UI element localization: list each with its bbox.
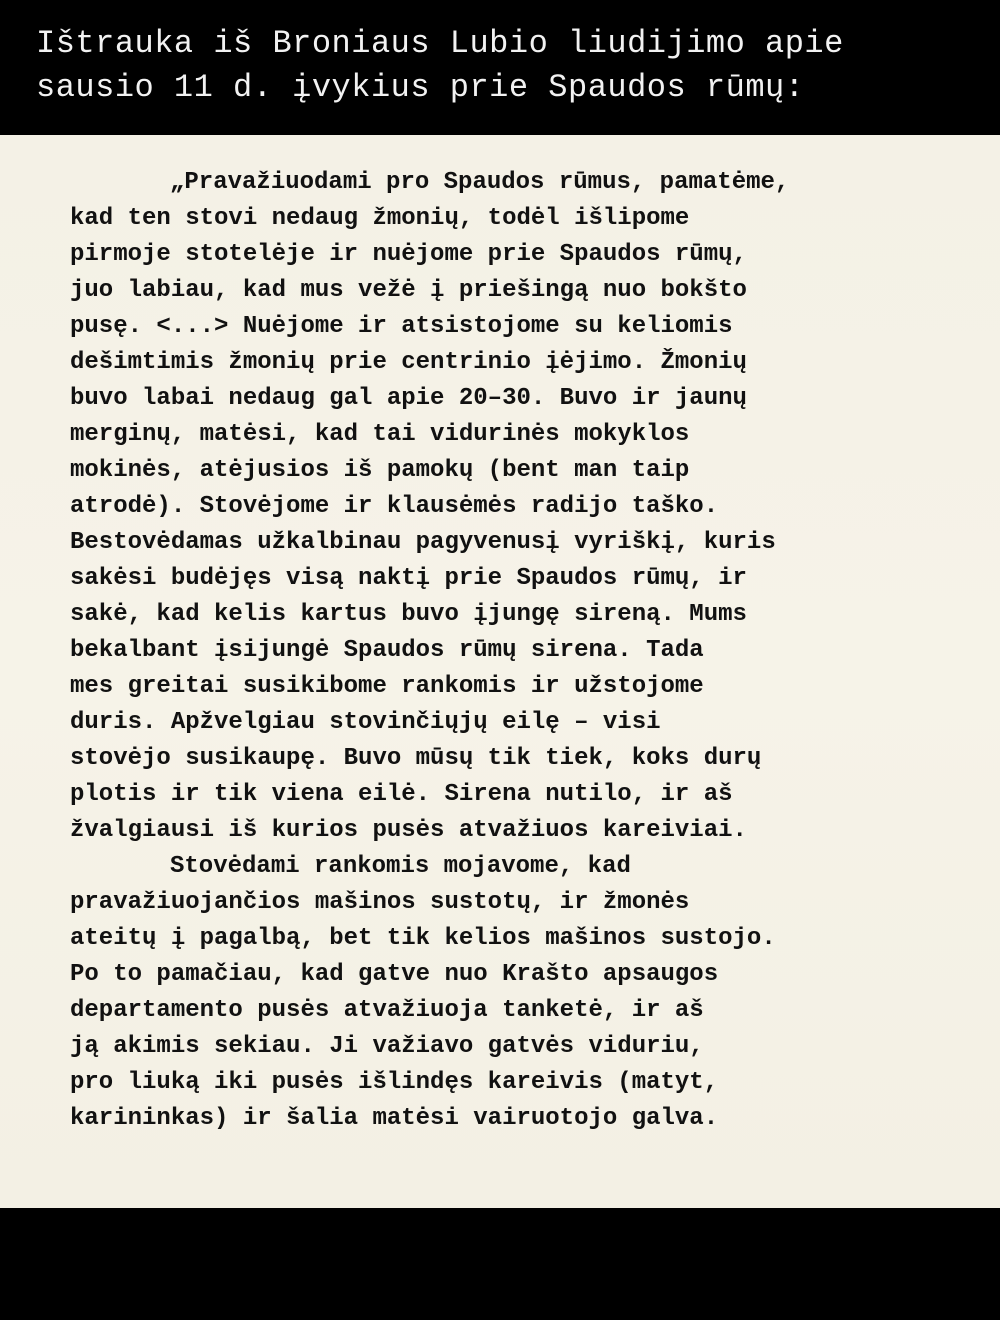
testimony-page [0, 135, 1000, 1208]
testimony-line-12: sakėsi budėjęs visą naktį prie Spaudos rūmų, ir [70, 565, 747, 592]
testimony-line-3: pirmoje stotelėje ir nuėjome prie Spaudos rūmų, [70, 241, 747, 268]
testimony-line-21: pravažiuojančios mašinos sustotų, ir žmonės [70, 889, 690, 916]
title-line-2: sausio 11 d. įvykius prie Spaudos rūmų: [36, 69, 805, 106]
testimony-line-4: juo labiau, kad mus vežė į priešingą nuo bokšto [70, 277, 747, 304]
testimony-line-2: kad ten stovi nedaug žmonių, todėl išlipome [70, 205, 690, 232]
testimony-line-10: atrodė). Stovėjome ir klausėmės radijo taško. [70, 493, 719, 520]
testimony-line-1: „Pravažiuodami pro Spaudos rūmus, pamatėme, [170, 169, 790, 196]
title-banner [0, 0, 1000, 135]
testimony-line-7: buvo labai nedaug gal apie 20–30. Buvo ir jaunų [70, 385, 747, 412]
testimony-line-6: dešimtimis žmonių prie centrinio įėjimo. Žmonių [70, 349, 747, 376]
title-line-1: Ištrauka iš Broniaus Lubio liudijimo apie [36, 25, 844, 62]
footer-bar [0, 1208, 1000, 1320]
testimony-line-26: pro liuką iki pusės išlindęs kareivis (matyt, [70, 1069, 719, 1096]
testimony-line-15: mes greitai susikibome rankomis ir užstojome [70, 673, 704, 700]
testimony-line-8: merginų, matėsi, kad tai vidurinės mokyklos [70, 421, 690, 448]
testimony-line-9: mokinės, atėjusios iš pamokų (bent man taip [70, 457, 690, 484]
testimony-line-25: ją akimis sekiau. Ji važiavo gatvės viduriu, [70, 1033, 704, 1060]
testimony-line-23: Po to pamačiau, kad gatve nuo Krašto apsaugos [70, 961, 719, 988]
testimony-line-16: duris. Apžvelgiau stovinčiųjų eilę – visi [70, 709, 661, 736]
testimony-line-18: plotis ir tik viena eilė. Sirena nutilo, ir aš [70, 781, 733, 808]
testimony-line-22: ateitų į pagalbą, bet tik kelios mašinos sustojo. [70, 925, 776, 952]
testimony-line-20: Stovėdami rankomis mojavome, kad [170, 853, 631, 880]
testimony-line-13: sakė, kad kelis kartus buvo įjungę sireną. Mums [70, 601, 747, 628]
testimony-line-17: stovėjo susikaupę. Buvo mūsų tik tiek, koks durų [70, 745, 762, 772]
testimony-line-11: Bestovėdamas užkalbinau pagyvenusį vyriškį, kuris [70, 529, 776, 556]
testimony-line-27: karininkas) ir šalia matėsi vairuotojo galva. [70, 1105, 719, 1132]
testimony-line-14: bekalbant įsijungė Spaudos rūmų sirena. Tada [70, 637, 704, 664]
testimony-line-19: žvalgiausi iš kurios pusės atvažiuos kareiviai. [70, 817, 747, 844]
testimony-line-5: pusę. <...> Nuėjome ir atsistojome su keliomis [70, 313, 733, 340]
testimony-line-24: departamento pusės atvažiuoja tanketė, ir aš [70, 997, 704, 1024]
